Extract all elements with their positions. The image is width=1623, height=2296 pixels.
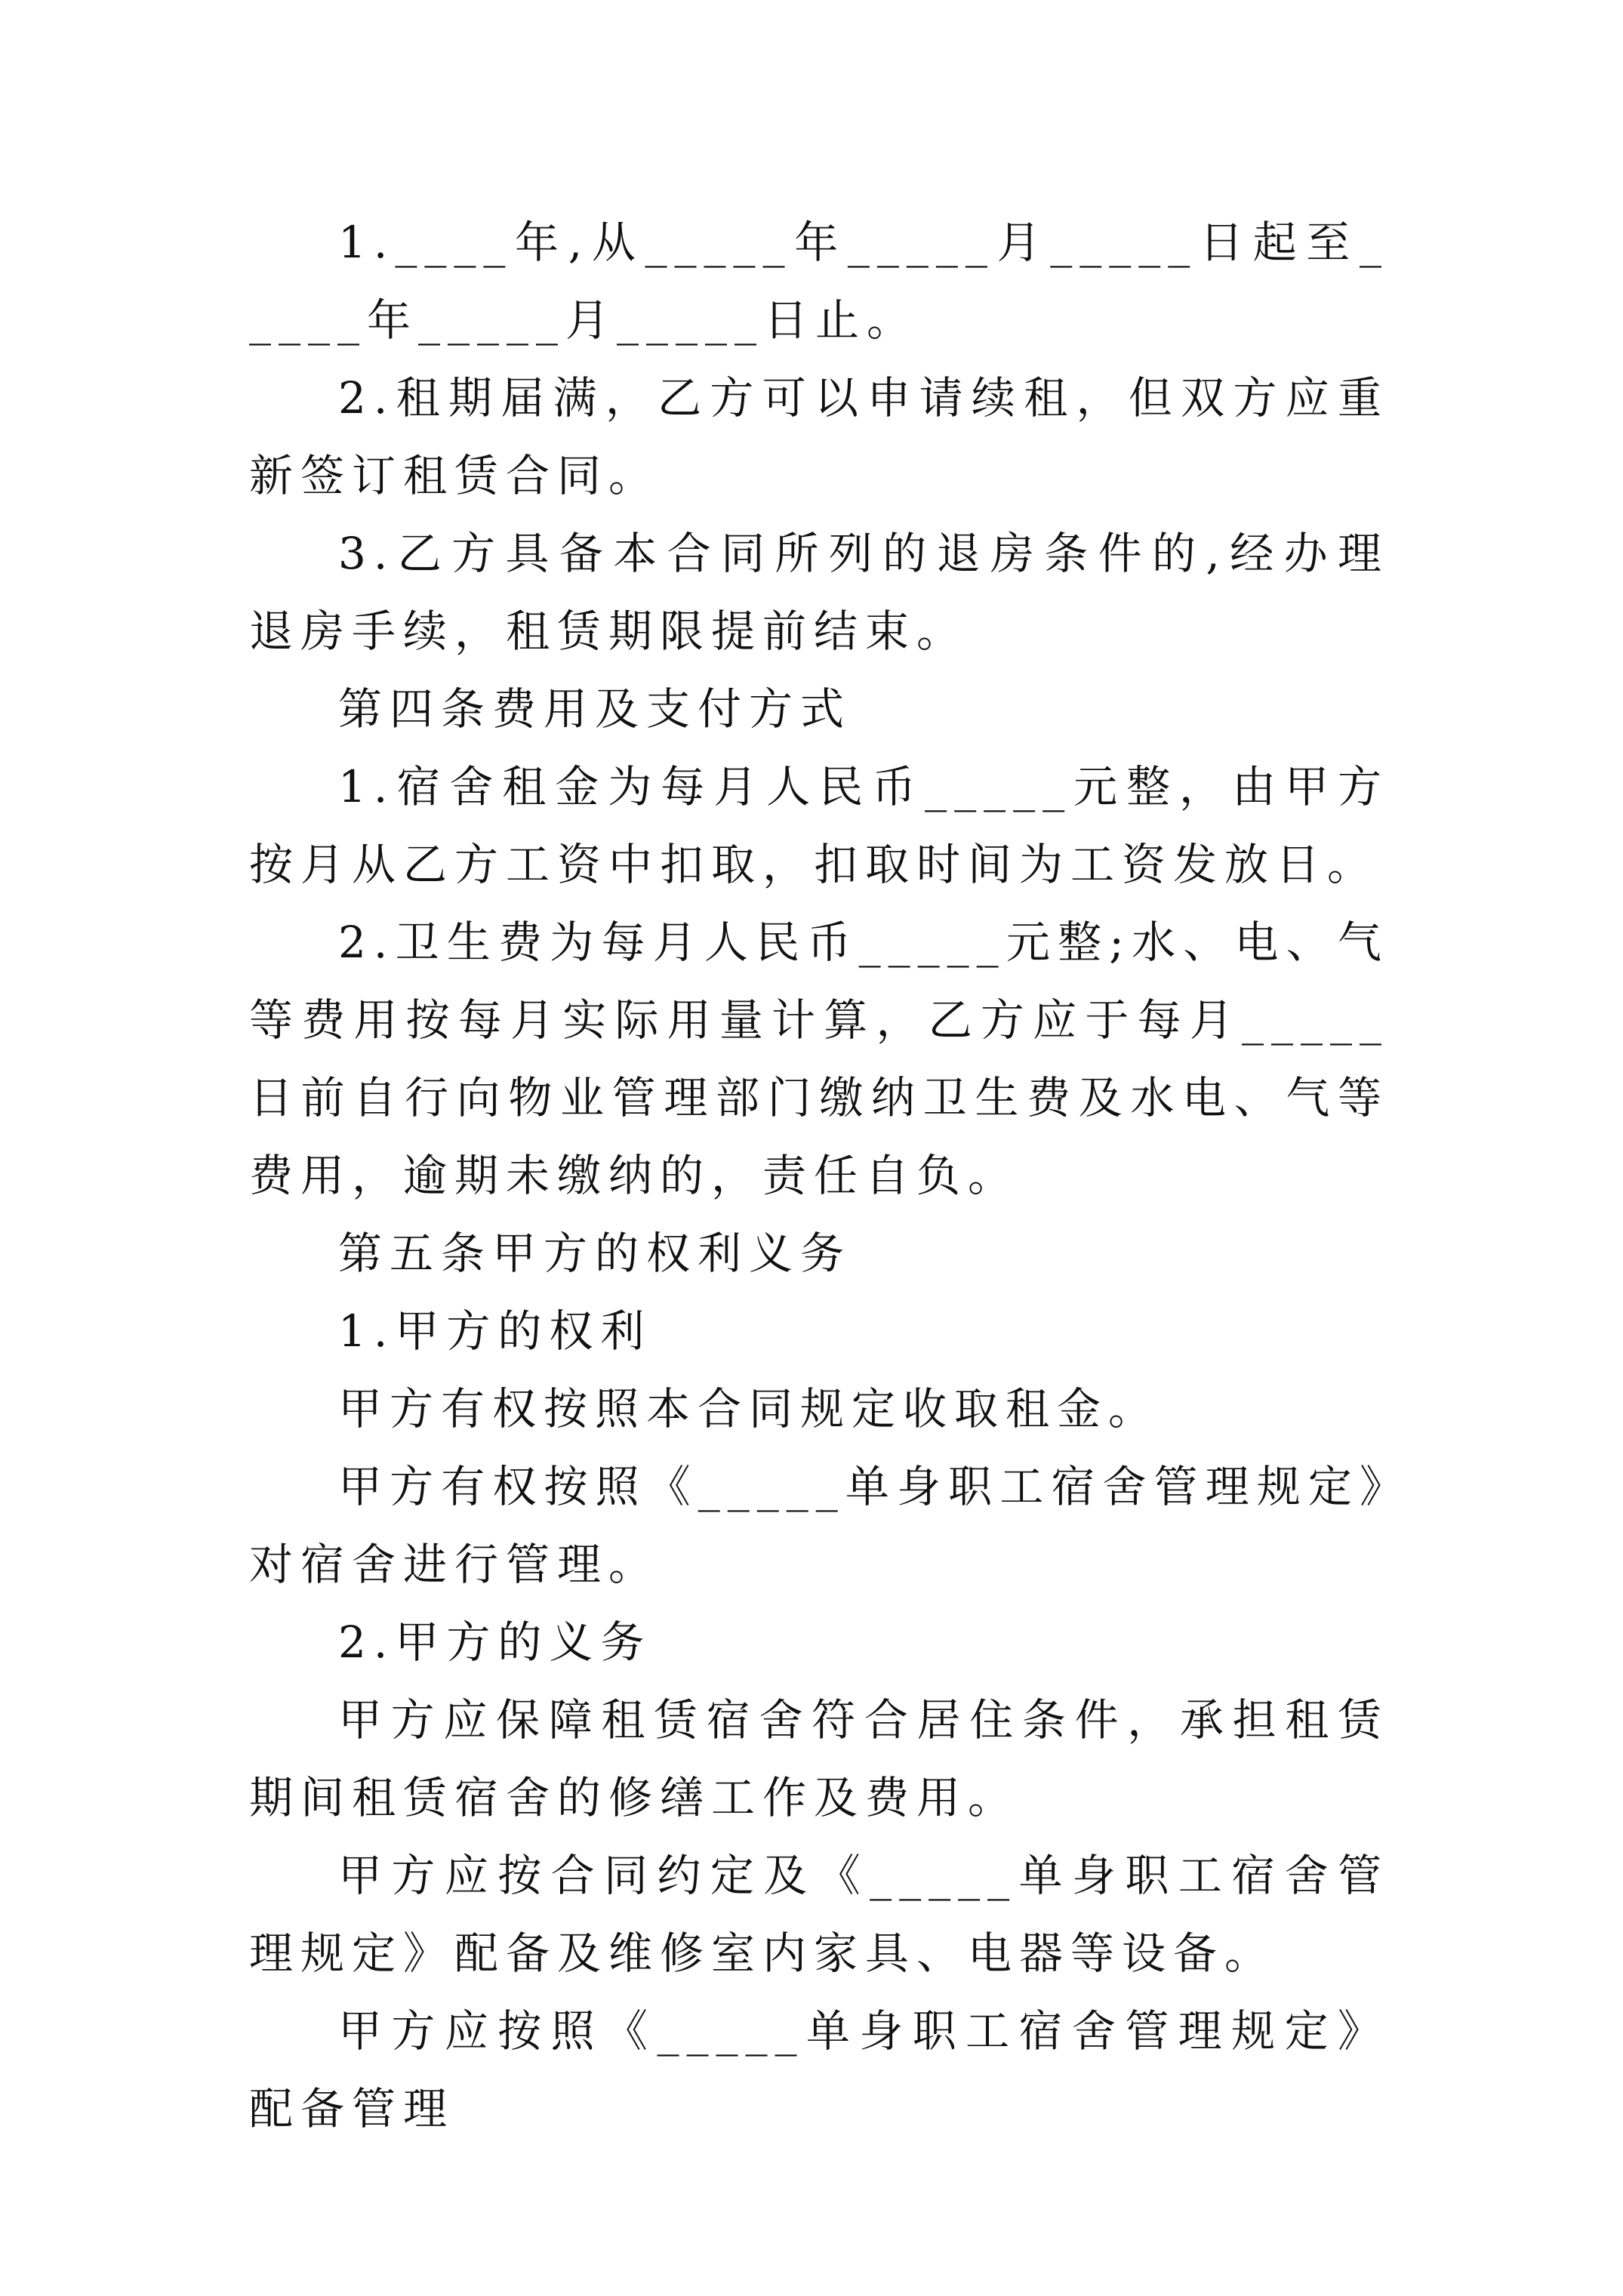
party-a-obligations-heading: 2.甲方的义务 — [338, 1616, 652, 1668]
article-four-heading: 第四条费用及支付方式 — [338, 683, 852, 735]
contract-body — [249, 204, 1389, 2148]
management-right: 甲方有权按照《_____单身职工宿舍管理规定》对宿舍进行管理。 — [249, 1461, 1389, 1590]
habitability-obligation: 甲方应保障租赁宿舍符合居住条件，承担租赁期间租赁宿舍的修缮工作及费用。 — [249, 1694, 1389, 1823]
furnishing-obligation: 甲方应按合同约定及《_____单身职工宿舍管理规定》配备及维修室内家具、电器等设备。 — [249, 1850, 1389, 1979]
renewal-clause: 2.租期届满，乙方可以申请续租，但双方应重新签订租赁合同。 — [249, 372, 1389, 501]
sanitation-utilities-clause: 2.卫生费为每月人民币_____元整;水、电、气等费用按每月实际用量计算，乙方应于每月_____日前自行向物业管理部门缴纳卫生费及水电、气等费用，逾期未缴纳的，责任自负。 — [249, 917, 1389, 1201]
management-staff-obligation: 甲方应按照《_____单身职工宿舍管理规定》配备管理 — [249, 2005, 1389, 2134]
rent-clause: 1.宿舍租金为每月人民币_____元整，由甲方按月从乙方工资中扣取，扣取时间为工资发放日。 — [249, 761, 1389, 890]
early-termination-clause: 3.乙方具备本合同所列的退房条件的,经办理退房手续，租赁期限提前结束。 — [249, 528, 1389, 657]
lease-term-clause: 1.____年,从_____年_____月_____日起至_____年_____月_____日止。 — [249, 217, 1389, 346]
collect-rent-right: 甲方有权按照本合同规定收取租金。 — [338, 1383, 1160, 1435]
article-five-heading: 第五条甲方的权利义务 — [338, 1228, 852, 1279]
party-a-rights-heading: 1.甲方的权利 — [338, 1305, 652, 1357]
